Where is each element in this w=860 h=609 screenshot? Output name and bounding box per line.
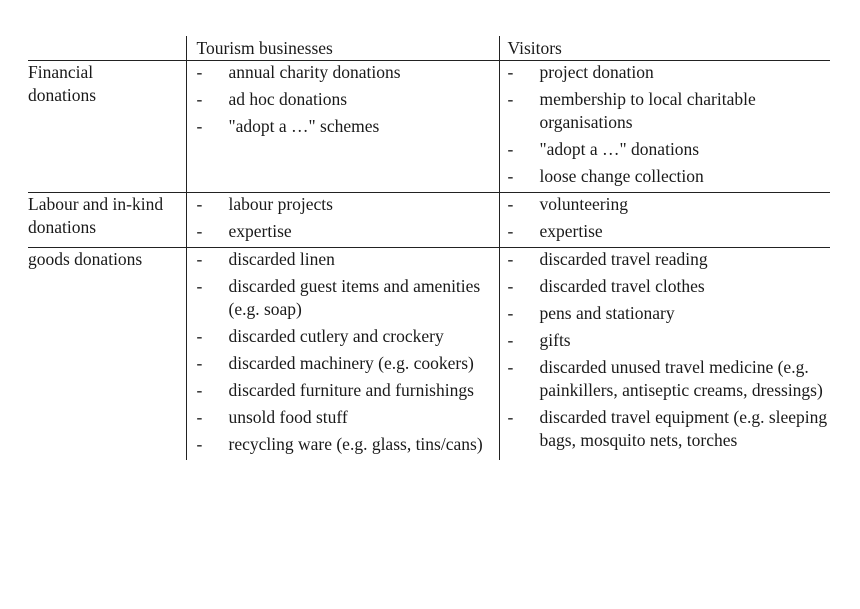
list-item [197, 379, 499, 402]
table-row [28, 248, 830, 461]
tourism-item: labour projects [228, 194, 333, 214]
table-row [28, 193, 830, 248]
visitor-item: discarded travel reading [539, 249, 708, 269]
header-visitors: Visitors [499, 36, 830, 61]
tourism-item: discarded cutlery and crockery [228, 326, 444, 346]
dash-bullet: - [196, 326, 203, 346]
dash-bullet: - [196, 353, 203, 373]
dash-bullet: - [196, 116, 203, 136]
dash-bullet: - [196, 380, 203, 400]
list-item [508, 329, 831, 352]
dash-bullet: - [196, 434, 203, 454]
tourism-item: discarded guest items and amenities (e.g. soap) [228, 276, 481, 319]
tourism-item: discarded linen [228, 249, 335, 269]
category-cell [28, 248, 186, 461]
visitor-item: volunteering [539, 194, 628, 214]
dash-bullet: - [507, 357, 514, 377]
list-item [508, 165, 831, 188]
list-item [197, 193, 499, 216]
dash-bullet: - [507, 221, 514, 241]
category-label: goods donations [28, 249, 143, 269]
dash-bullet: - [507, 330, 514, 350]
visitor-item: "adopt a …" donations [539, 139, 700, 159]
list-item [197, 220, 499, 243]
tourism-cell [186, 248, 499, 461]
visitor-item: membership to local charitable organisations [539, 89, 756, 132]
dash-bullet: - [507, 303, 514, 323]
tourism-item: expertise [228, 221, 292, 241]
dash-bullet: - [196, 407, 203, 427]
list-item [508, 220, 831, 243]
tourism-item: "adopt a …" schemes [228, 116, 380, 136]
dash-bullet: - [507, 166, 514, 186]
visitor-item: project donation [539, 62, 654, 82]
list-item [508, 406, 831, 452]
list-item [508, 248, 831, 271]
list-item [197, 325, 499, 348]
dash-bullet: - [507, 276, 514, 296]
category-label: Financial donations [28, 62, 97, 105]
tourism-list [197, 248, 499, 456]
list-item [197, 406, 499, 429]
dash-bullet: - [507, 139, 514, 159]
dash-bullet: - [196, 249, 203, 269]
tourism-item: ad hoc donations [228, 89, 348, 109]
tourism-list [197, 61, 499, 138]
tourism-item: unsold food stuff [228, 407, 348, 427]
tourism-item: recycling ware (e.g. glass, tins/cans) [228, 434, 483, 454]
visitors-cell [499, 61, 830, 193]
dash-bullet: - [507, 89, 514, 109]
dash-bullet: - [196, 89, 203, 109]
dash-bullet: - [507, 62, 514, 82]
visitor-item: discarded unused travel medicine (e.g. painkillers, antiseptic creams, dressings) [539, 357, 823, 400]
visitor-item: pens and stationary [539, 303, 675, 323]
list-item [508, 61, 831, 84]
list-item [508, 302, 831, 325]
dash-bullet: - [507, 249, 514, 269]
list-item [197, 61, 499, 84]
tourism-cell [186, 193, 499, 248]
tourism-item: discarded furniture and furnishings [228, 380, 474, 400]
list-item [197, 248, 499, 271]
dash-bullet: - [196, 194, 203, 214]
dash-bullet: - [196, 62, 203, 82]
tourism-item: annual charity donations [228, 62, 401, 82]
dash-bullet: - [507, 407, 514, 427]
list-item [197, 275, 499, 321]
tourism-item: discarded machinery (e.g. cookers) [228, 353, 474, 373]
list-item [508, 356, 831, 402]
visitors-cell [499, 193, 830, 248]
visitors-list [508, 61, 831, 188]
header-category [28, 36, 186, 61]
category-cell [28, 193, 186, 248]
visitor-item: discarded travel equipment (e.g. sleeping bags, mosquito nets, torches [539, 407, 828, 450]
dash-bullet: - [507, 194, 514, 214]
visitor-item: expertise [539, 221, 603, 241]
table-header-row [28, 36, 830, 61]
list-item [508, 275, 831, 298]
visitor-item: loose change collection [539, 166, 704, 186]
category-cell [28, 61, 186, 193]
list-item [197, 88, 499, 111]
visitor-item: gifts [539, 330, 571, 350]
tourism-cell [186, 61, 499, 193]
visitors-cell [499, 248, 830, 461]
donations-table [28, 36, 830, 460]
tourism-list [197, 193, 499, 243]
list-item [197, 352, 499, 375]
visitor-item: discarded travel clothes [539, 276, 705, 296]
visitors-list [508, 193, 831, 243]
list-item [197, 433, 499, 456]
list-item [508, 88, 831, 134]
list-item [508, 193, 831, 216]
dash-bullet: - [196, 221, 203, 241]
list-item [508, 138, 831, 161]
header-tourism-businesses: Tourism businesses [186, 36, 499, 61]
visitors-list [508, 248, 831, 452]
table-row [28, 61, 830, 193]
list-item [197, 115, 499, 138]
dash-bullet: - [196, 276, 203, 296]
category-label: Labour and in-kind donations [28, 194, 164, 237]
